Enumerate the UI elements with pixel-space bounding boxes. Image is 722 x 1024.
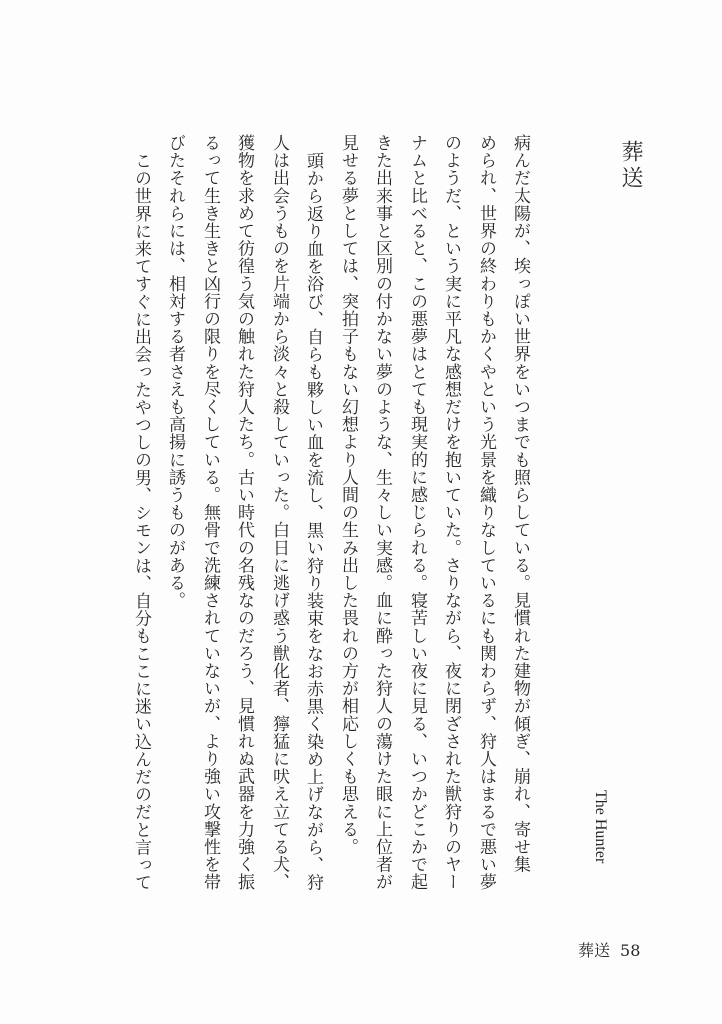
text-column: るって生き生きと凶行の限りを尽くしている。無骨で洗練されていないが、より強い攻撃性を帯 <box>200 134 220 891</box>
chapter-title: 葬送 <box>618 140 643 192</box>
text-column: びたそれらには、相対する者さえも高揚に誘うものがある。 <box>165 134 185 610</box>
chapter-subtitle: The Hunter <box>592 790 609 864</box>
page-number: 58 <box>620 941 641 960</box>
text-column: 獲物を求めて彷徨う気の触れた狩人たち。古い時代の名残なのだろう、見慣れぬ武器を力強く振 <box>234 134 254 891</box>
running-title: 葬送 <box>578 941 611 960</box>
text-column: 頭から返り血を浴び、自らも夥しい血を流し、黒い狩り装束をなお赤黒く染め上げながら、狩 <box>303 152 323 892</box>
text-column: きた出来事と区別の付かない夢のような、生々しい実感。血に酔った狩人の蕩けた眼に上位者が <box>372 134 392 891</box>
page-footer <box>578 938 650 961</box>
text-column: 病んだ太陽が、埃っぽい世界をいつまでも照らしている。見慣れた建物が傾ぎ、崩れ、寄せ集 <box>510 134 530 874</box>
text-column: この世界に来てすぐに出会ったやつしの男、シモンは、自分もここに迷い込んだのだと言って <box>131 152 151 892</box>
text-column: められ、世界の終わりもかくやという光景を織りなしているにも関わらず、狩人はまるで悪い夢 <box>476 134 496 891</box>
text-column: 人は出会うものを片端から淡々と殺していった。白日に逃げ惑う獣化者、獰猛に吠え立てる犬、 <box>269 134 289 891</box>
text-column: ナムと比べると、この悪夢はとても現実的に感じられる。寝苦しい夜に見る、いつかどこかで起 <box>407 134 427 891</box>
text-column: 見せる夢としては、突拍子もない幻想より人間の生み出した畏れの方が相応しくも思える。 <box>338 134 358 856</box>
text-column: のようだ、という実に平凡な感想だけを抱いていた。さりながら、夜に閉ざされた獣狩りのヤー <box>441 134 461 891</box>
